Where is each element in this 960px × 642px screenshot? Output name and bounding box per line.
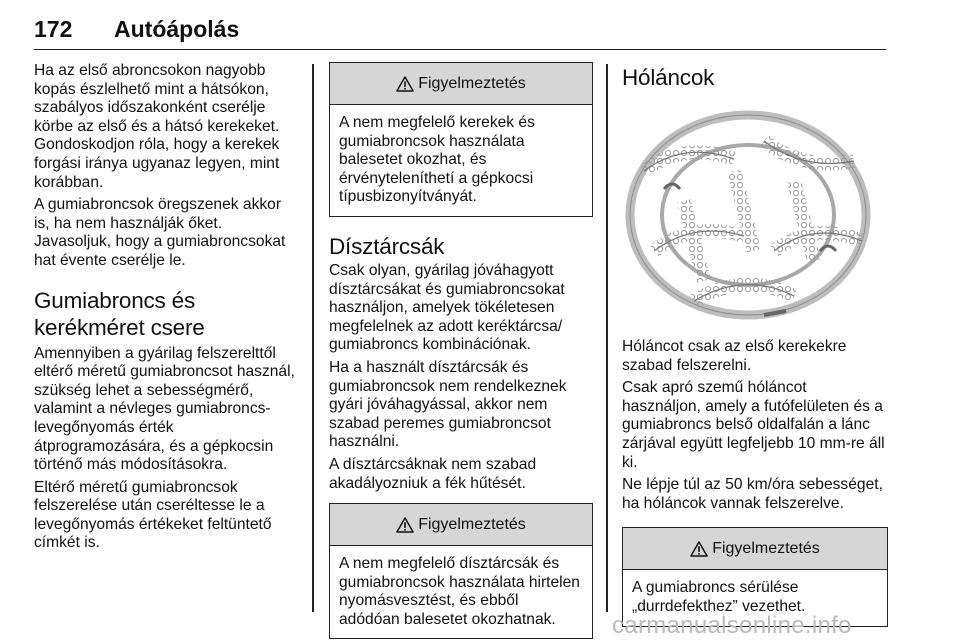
warning-triangle-icon <box>690 540 708 558</box>
paragraph-hubcaps-no-rim-tires: Ha a használt dísztárcsák és gumiabroncsok nem rendelkeznek gyári jóváhagyással, akkor nem szabad peremes gumiabroncsot használni. <box>329 358 567 451</box>
warning-body <box>330 546 592 638</box>
paragraph-chains-speed-limit: Ne lépje túl az 50 km/óra sebességet, ha hóláncok vannak felszerelve. <box>622 476 883 512</box>
warning-header <box>623 528 887 570</box>
snow-chain-illustration <box>624 101 886 323</box>
paragraph-tire-aging: A gumiabroncsok öregszenek akkor is, ha nem használják őket. Javasoljuk, hogy a gumiabroncsokat hat évente cserélje le. <box>34 196 286 269</box>
watermark: carmanualsonline.info <box>612 612 852 639</box>
heading-tire-size-change: Gumiabroncs és kerékméret csere <box>34 287 205 340</box>
warning-body <box>330 105 592 216</box>
page-header <box>34 6 886 50</box>
warning-title: Figyelmeztetés <box>418 515 526 533</box>
paragraph-hubcaps-approved: Csak olyan, gyárilag jóváhagyott dísztárcsákat és gumiabroncsokat használjon, amelyek tökéletesen megfelelnek az adott keréktárcsa/ gumiabroncs kombinációnak. <box>329 261 565 354</box>
paragraph-tire-rotation: Ha az első abroncsokon nagyobb kopás észlelhető mint a hátsókon, szabályos időszakonként cserélje körbe az első és a hátsó kerekeket. Gondoskodjon róla, hogy a kerekek forgási iránya ugyanaz legyen, mint korábban. <box>34 62 280 191</box>
paragraph-chains-fine-link: Csak apró szemű hóláncot használjon, amely a futófelületen és a gumiabroncs belső oldalfalán a lánc zárjával együtt legfeljebb 10 mm-re áll ki. <box>622 379 885 471</box>
warning-header <box>330 63 592 105</box>
warning-box-wheels <box>329 62 593 217</box>
column-3 <box>622 62 888 627</box>
warning-box-hubcaps <box>329 503 593 639</box>
chapter-title: Autóápolás <box>114 16 240 42</box>
warning-text: A nem megfelelő kerekek és gumiabroncsok használata balesetet okozhat, és érvényteleníthetí a gépkocsi típusbizonyítványát. <box>339 114 535 206</box>
paragraph-hubcaps-brake-cooling: A dísztárcsáknak nem szabad akadályozniuk a fék hűtését. <box>329 455 537 492</box>
paragraph-label-replace: Eltérő méretű gumiabroncsok felszerelése után cseréltesse le a levegőnyomás értékeket feltüntető címkét is. <box>34 478 272 552</box>
column-1 <box>34 62 296 557</box>
warning-header <box>330 504 592 546</box>
column-divider-2 <box>606 64 608 612</box>
page-number: 172 <box>34 16 73 42</box>
warning-triangle-icon <box>396 516 414 534</box>
warning-title: Figyelmeztetés <box>418 74 526 92</box>
paragraph-different-size: Amennyiben a gyárilag felszerelttől eltérő méretű gumiabroncsot használ, szükség lehet a sebességmérő, valamint a névleges gumiabroncs-levegőnyomás érték átprogramozására, és a gépkocsin történő más módosításokra. <box>34 344 295 474</box>
warning-triangle-icon <box>396 75 414 93</box>
warning-text: A nem megfelelő dísztárcsák és gumiabroncsok használata hirtelen nyomásvesztést, és ebből adódóan balesetet okozhatnak. <box>339 555 580 628</box>
heading-hubcaps: Dísztárcsák <box>329 233 445 259</box>
warning-text: A gumiabroncs sérülése „durrdefekthez” vezethet. <box>632 579 806 615</box>
column-divider-1 <box>312 64 314 612</box>
paragraph-chains-front-only: Hóláncot csak az első kerekekre szabad felszerelni. <box>622 338 847 374</box>
warning-title: Figyelmeztetés <box>712 539 820 557</box>
heading-snow-chains: Hóláncok <box>622 65 715 90</box>
column-2 <box>329 62 593 639</box>
